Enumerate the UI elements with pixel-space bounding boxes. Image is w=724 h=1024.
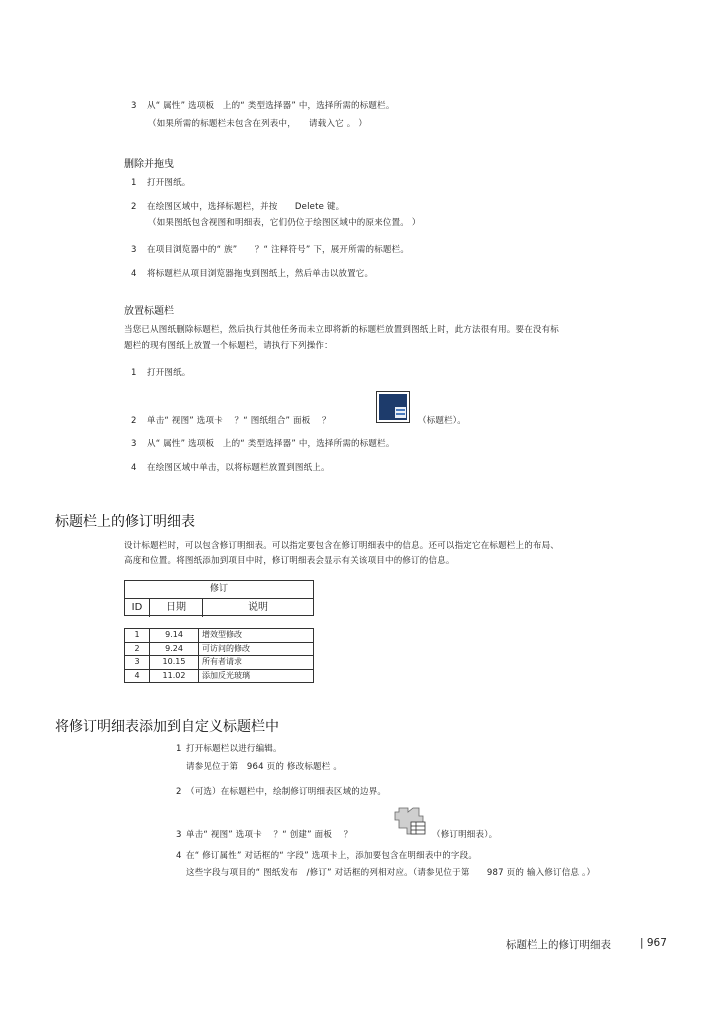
delete-step-2-note: （如果图纸包含视图和明细表，它们仍位于绘图区域中的原来位置。 ） xyxy=(148,218,421,228)
section-title-delete-drag: 删除并拖曳 xyxy=(124,159,174,170)
add-step-2: 2 （可选）在标题栏中，绘制修订明细表区域的边界。 xyxy=(176,787,387,797)
section-title-place: 放置标题栏 xyxy=(124,306,174,317)
delete-step-3: 3 在项目浏览器中的“ 族” ？“ 注释符号” 下，展开所需的标题栏。 xyxy=(131,245,410,255)
title-block-icon xyxy=(376,391,410,427)
heading-add-revision-schedule: 将修订明细表添加到自定义标题栏中 xyxy=(55,719,279,735)
step-3-note: （如果所需的标题栏未包含在列表中， 请载入它 。 ） xyxy=(148,119,368,129)
place-paragraph-line-1: 当您已从图纸删除标题栏，然后执行其他任务而未立即将新的标题栏放置到图纸上时，此方法很有用。要在没有标 xyxy=(124,325,560,335)
table-row: 4 11.02 添加反光玻璃 xyxy=(125,670,313,683)
place-step-2-suffix: （标题栏）。 xyxy=(418,416,466,426)
page-number: | 967 xyxy=(640,937,667,949)
place-step-1: 1 打开图纸。 xyxy=(131,368,191,378)
revision-table-title: 修订 xyxy=(125,581,313,599)
delete-step-4: 4 将标题栏从项目浏览器拖曳到图纸上，然后单击以放置它。 xyxy=(131,269,374,279)
add-step-4-note: 这些字段与项目的“ 图纸发布 /修订” 对话框的列相对应。（请参见位于第 987 页的 输入修订信息 。） xyxy=(186,868,596,878)
revision-schedule-icon xyxy=(393,804,427,842)
place-step-2: 2 单击“ 视图” 选项卡 ？“ 图纸组合” 面板 ？ xyxy=(131,416,331,426)
delete-step-2: 2 在绘图区域中，选择标题栏，并按 Delete 键。 xyxy=(131,202,345,212)
footer-title: 标题栏上的修订明细表 xyxy=(506,939,611,951)
add-step-3: 3 单击“ 视图” 选项卡 ？“ 创建” 面板 ？ xyxy=(176,830,353,840)
col-id: ID xyxy=(125,599,150,617)
revision-table-header xyxy=(124,580,314,616)
revision-paragraph-line-2: 高度和位置。将图纸添加到项目中时，修订明细表会显示有关该项目中的修订的信息。 xyxy=(124,556,455,566)
place-paragraph-line-2: 题栏的现有图纸上放置一个标题栏，请执行下列操作： xyxy=(124,341,333,351)
table-row: 3 10.15 所有者请求 xyxy=(125,656,313,670)
col-description: 说明 xyxy=(248,602,268,613)
revision-table-body xyxy=(124,628,314,683)
table-row: 1 9.14 增效型修改 xyxy=(125,629,313,643)
place-step-3: 3 从“ 属性” 选项板 上的“ 类型选择器” 中，选择所需的标题栏。 xyxy=(131,439,395,449)
heading-revision-schedule: 标题栏上的修订明细表 xyxy=(55,514,195,530)
add-step-1-note: 请参见位于第 964 页的 修改标题栏 。 xyxy=(186,762,343,772)
col-date: 日期 xyxy=(150,599,203,617)
revision-paragraph-line-1: 设计标题栏时，可以包含修订明细表。可以指定要包含在修订明细表中的信息。还可以指定它在标题栏上的布局、 xyxy=(124,541,560,551)
place-step-4: 4 在绘图区域中单击，以将标题栏放置到图纸上。 xyxy=(131,463,330,473)
step-3: 3 从“ 属性” 选项板 上的“ 类型选择器” 中，选择所需的标题栏。 xyxy=(131,101,395,111)
delete-step-1: 1 打开图纸。 xyxy=(131,178,191,188)
add-step-4: 4 在“ 修订属性” 对话框的“ 字段” 选项卡上，添加要包含在明细表中的字段。 xyxy=(176,851,478,861)
add-step-3-suffix: （修订明细表）。 xyxy=(432,830,498,840)
add-step-1: 1 打开标题栏以进行编辑。 xyxy=(176,744,282,754)
table-row: 2 9.24 可访问的修改 xyxy=(125,643,313,657)
